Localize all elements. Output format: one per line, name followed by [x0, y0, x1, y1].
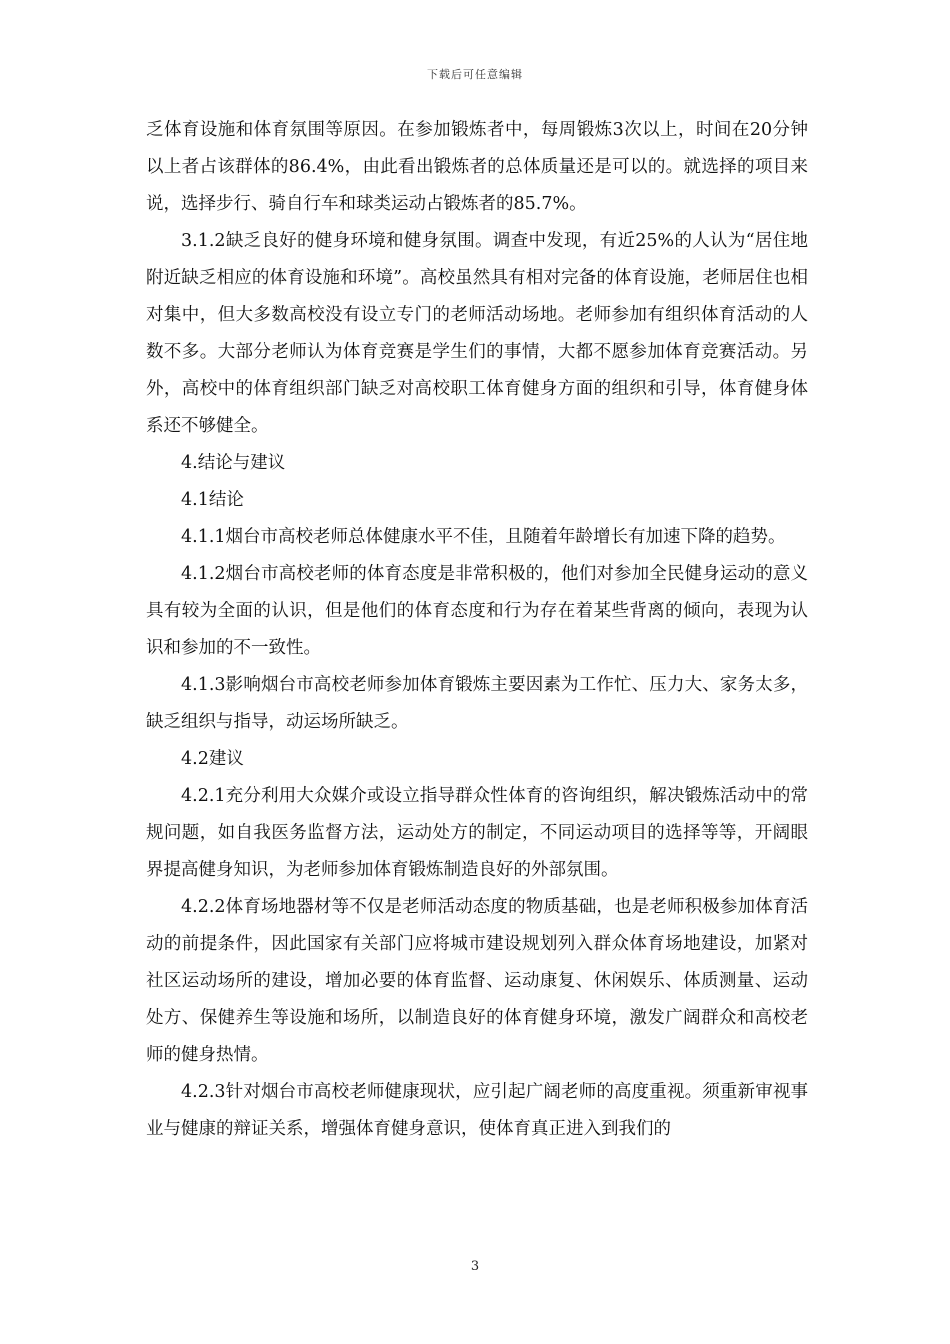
heading-4-conclusions-suggestions: 4.结论与建议: [181, 453, 286, 473]
paragraph-4-2-1: 4.2.1充分利用大众媒介或设立指导群众性体育的咨询组织，解决锻炼活动中的常规问题，如自我医务监督方法，运动处方的制定，不同运动项目的选择等等，开阔眼界提高健身知识，为老师参加体育锻炼制造良好的外部氛围。: [146, 786, 808, 880]
heading-4-1-conclusions: 4.1结论: [181, 490, 244, 510]
heading-4-2-suggestions: 4.2建议: [181, 749, 244, 769]
paragraph-4-1-2: 4.1.2烟台市高校老师的体育态度是非常积极的，他们对参加全民健身运动的意义具有较为全面的认识，但是他们的体育态度和行为存在着某些背离的倾向，表现为认识和参加的不一致性。: [146, 564, 808, 658]
document-body: [146, 112, 808, 1148]
paragraph-continuation: 乏体育设施和体育氛围等原因。在参加锻炼者中，每周锻炼3次以上，时间在20分钟以上者占该群体的86.4%，由此看出锻炼者的总体质量还是可以的。就选择的项目来说，选择步行、骑自行车和球类运动占锻炼者的85.7%。: [146, 120, 808, 214]
paragraph-4-2-3: 4.2.3针对烟台市高校老师健康现状，应引起广阔老师的高度重视。须重新审视事业与健康的辩证关系，增强体育健身意识，使体育真正进入到我们的: [146, 1082, 808, 1139]
page-header-note: 下载后可任意编辑: [427, 68, 523, 81]
page-number: 3: [470, 1259, 480, 1274]
paragraph-4-2-2: 4.2.2体育场地器材等不仅是老师活动态度的物质基础，也是老师积极参加体育活动的前提条件，因此国家有关部门应将城市建设规划列入群众体育场地建设，加紧对社区运动场所的建设，增加必要的体育监督、运动康复、休闲娱乐、体质测量、运动处方、保健养生等设施和场所，以制造良好的体育健身环境，激发广阔群众和高校老师的健身热情。: [146, 897, 808, 1065]
paragraph-4-1-3: 4.1.3影响烟台市高校老师参加体育锻炼主要因素为工作忙、压力大、家务太多，缺乏组织与指导，动运场所缺乏。: [146, 675, 808, 732]
paragraph-4-1-1: 4.1.1烟台市高校老师总体健康水平不佳，且随着年龄增长有加速下降的趋势。: [181, 527, 786, 547]
paragraph-3-1-2: 3.1.2缺乏良好的健身环境和健身氛围。调查中发现，有近25%的人认为“居住地附近缺乏相应的体育设施和环境”。高校虽然具有相对完备的体育设施，老师居住也相对集中，但大多数高校没有设立专门的老师活动场地。老师参加有组织体育活动的人数不多。大部分老师认为体育竞赛是学生们的事情，大都不愿参加体育竞赛活动。另外，高校中的体育组织部门缺乏对高校职工体育健身方面的组织和引导，体育健身体系还不够健全。: [146, 231, 808, 436]
